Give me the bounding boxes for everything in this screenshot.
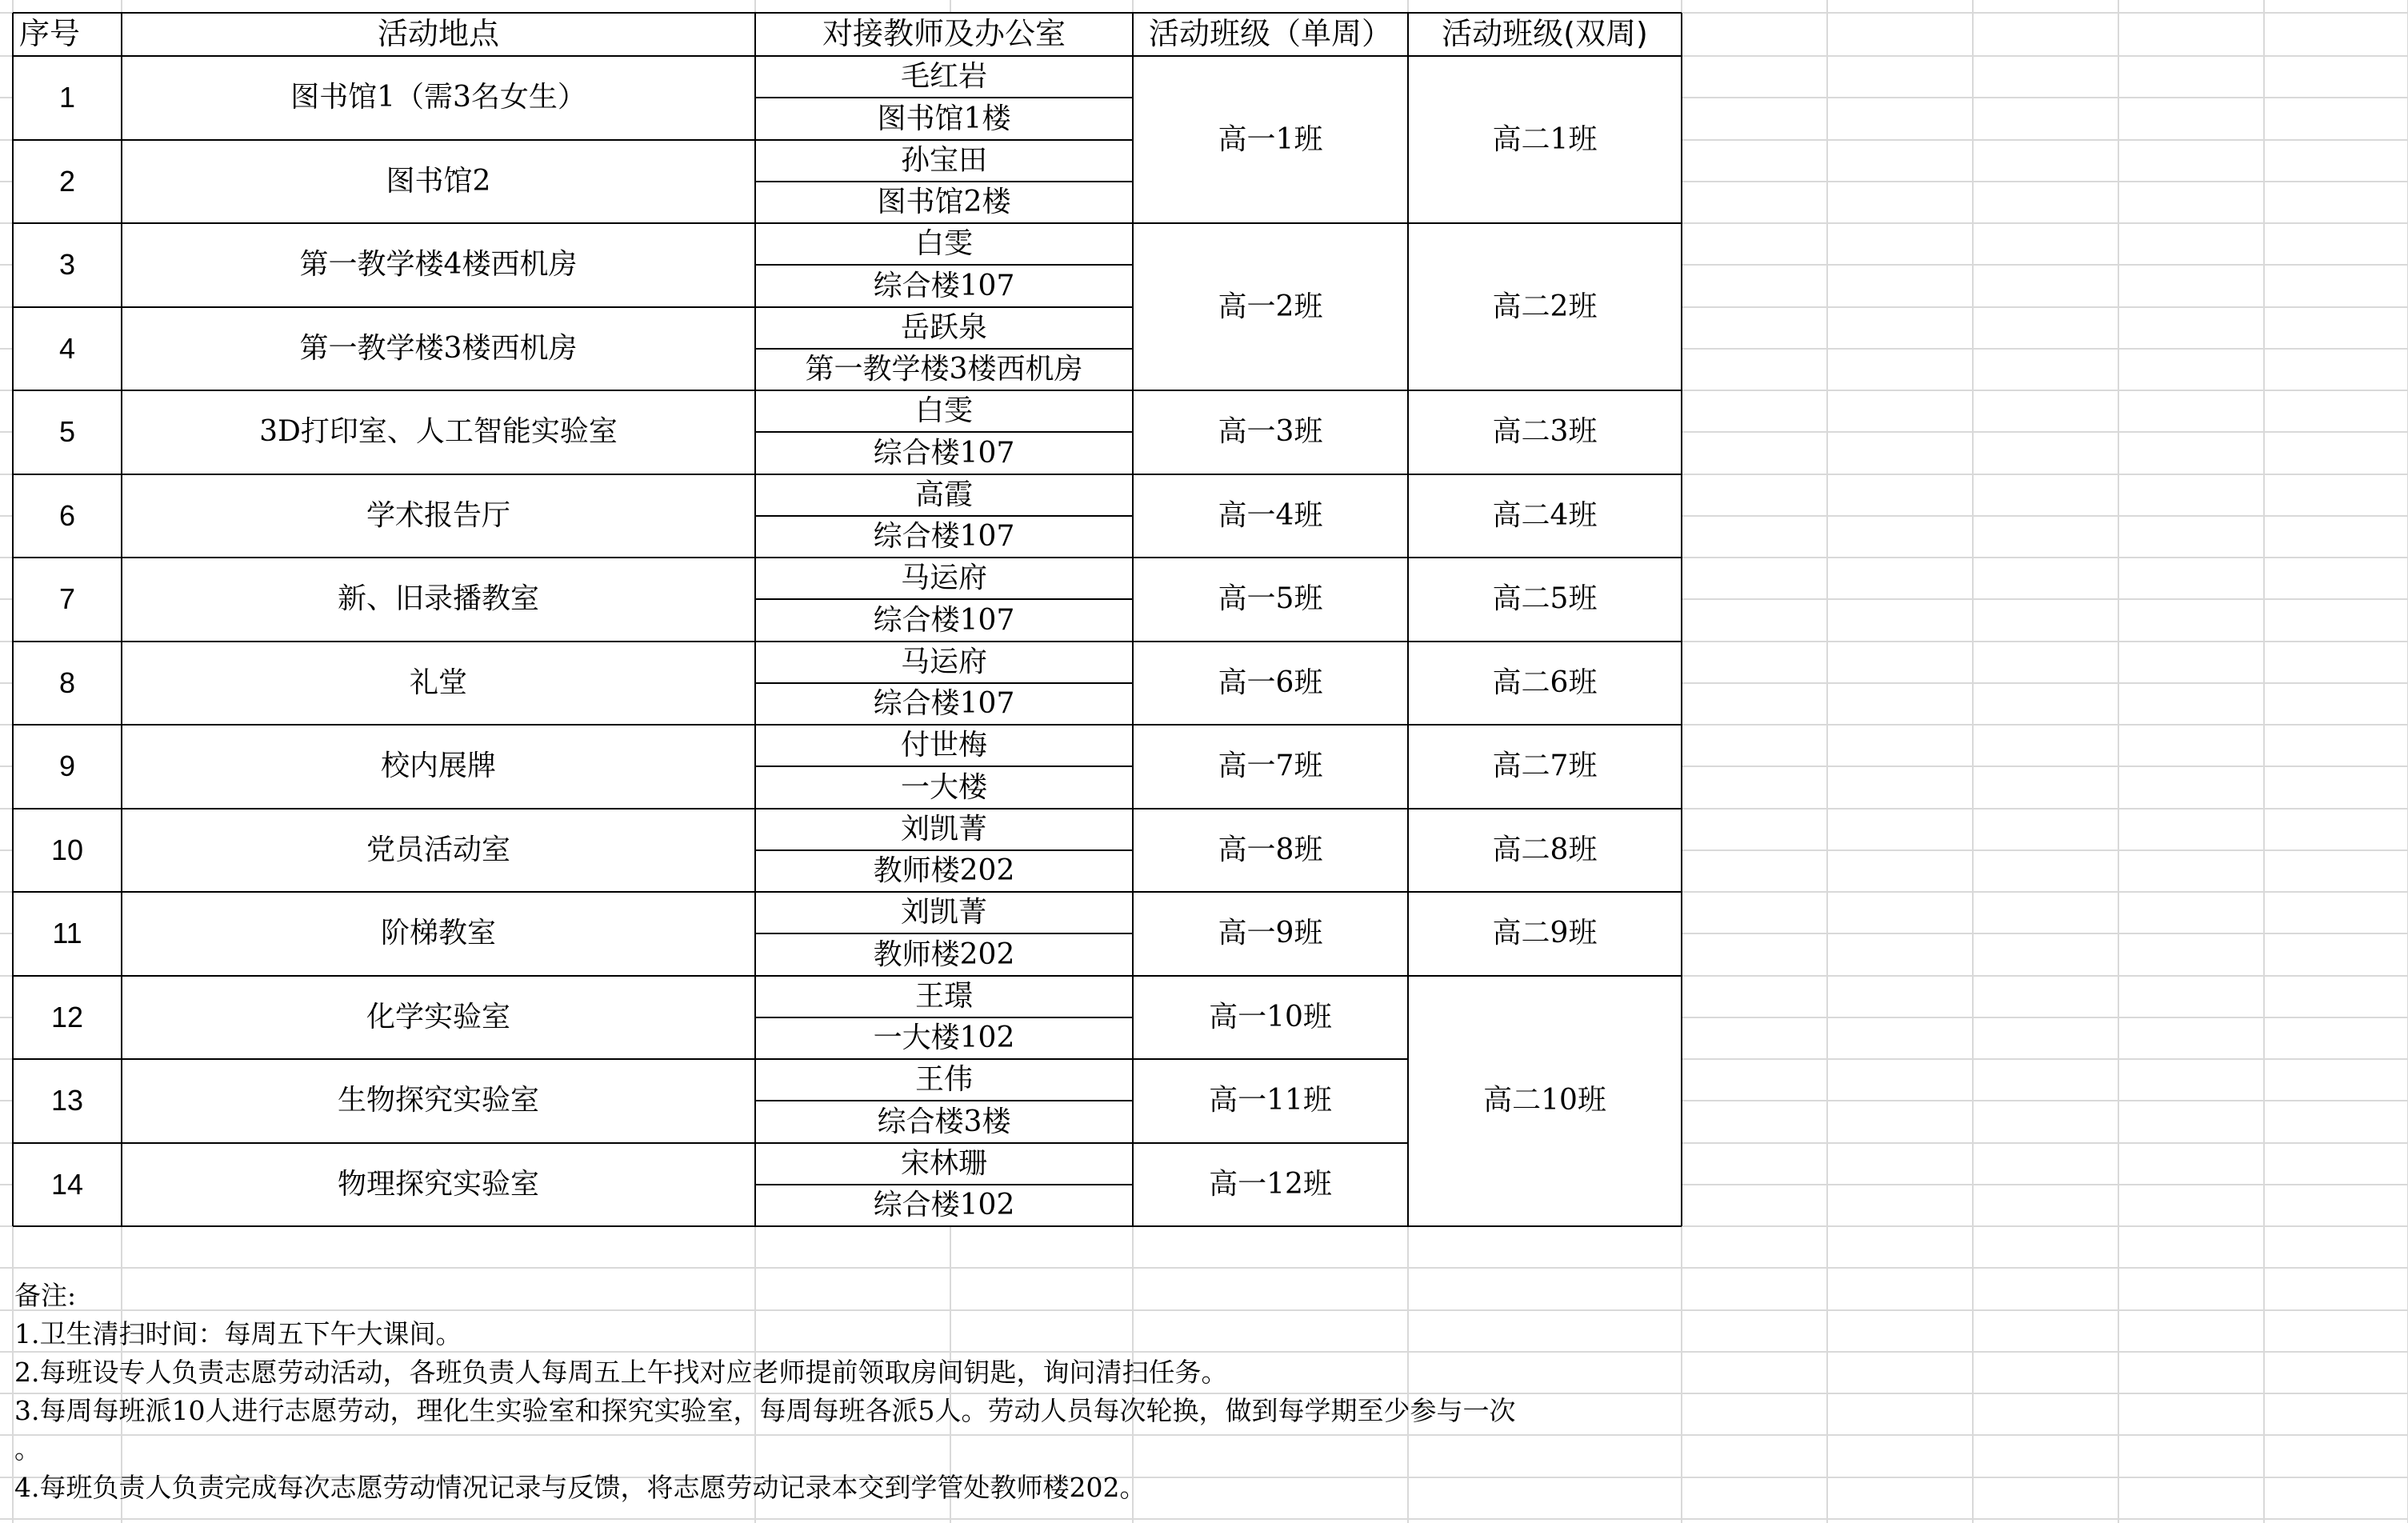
table-border-horizontal — [755, 515, 1133, 517]
table-border-vertical — [1681, 13, 1682, 1226]
table-border-horizontal — [1408, 641, 1682, 642]
teacher-name-cell[interactable]: 马运府 — [755, 558, 1133, 599]
location-cell[interactable]: 学术报告厅 — [122, 474, 755, 558]
teacher-name-cell[interactable]: 王伟 — [755, 1059, 1133, 1101]
location-cell[interactable]: 校内展牌 — [122, 725, 755, 809]
notes-title[interactable]: 备注: — [14, 1280, 77, 1311]
table-border-horizontal — [1133, 1058, 1408, 1060]
row-index-cell[interactable]: 10 — [13, 809, 122, 893]
double-week-class-cell[interactable]: 高二10班 — [1408, 976, 1682, 1227]
table-border-vertical — [1407, 13, 1409, 1226]
row-index-cell[interactable]: 12 — [13, 976, 122, 1060]
location-cell[interactable]: 礼堂 — [122, 642, 755, 726]
teacher-name-cell[interactable]: 付世梅 — [755, 725, 1133, 766]
table-border-horizontal — [13, 1142, 1133, 1144]
table-border-horizontal — [13, 1058, 1133, 1060]
note-line-3[interactable]: 3.每周每班派10人进行志愿劳动，理化生实验室和探究实验室，每周每班各派5人。劳动人员每次轮换，做到每学期至少参与一次 — [14, 1395, 1516, 1426]
teacher-name-cell[interactable]: 白雯 — [755, 223, 1133, 265]
office-cell[interactable]: 一大楼 — [755, 766, 1133, 808]
teacher-name-cell[interactable]: 刘凯菁 — [755, 809, 1133, 850]
single-week-class-cell[interactable]: 高一1班 — [1133, 56, 1408, 223]
table-border-horizontal — [1133, 1142, 1408, 1144]
single-week-class-cell[interactable]: 高一11班 — [1133, 1059, 1408, 1143]
table-border-horizontal — [755, 97, 1133, 98]
table-border-vertical — [12, 13, 14, 1226]
double-week-class-cell[interactable]: 高二7班 — [1408, 725, 1682, 809]
header-index[interactable]: 序号 — [13, 13, 122, 56]
header-double-week[interactable]: 活动班级(双周) — [1408, 13, 1682, 56]
table-border-horizontal — [1408, 1225, 1682, 1227]
notes-block — [14, 1277, 1678, 1507]
location-cell[interactable]: 物理探究实验室 — [122, 1143, 755, 1227]
row-index-cell[interactable]: 5 — [13, 390, 122, 474]
single-week-class-cell[interactable]: 高一5班 — [1133, 558, 1408, 642]
gridline-vertical — [1972, 0, 1974, 1523]
table-border-horizontal — [1408, 390, 1682, 391]
table-border-horizontal — [1408, 474, 1682, 475]
table-border-horizontal — [1408, 222, 1682, 224]
office-cell[interactable]: 教师楼202 — [755, 933, 1133, 975]
single-week-class-cell[interactable]: 高一9班 — [1133, 892, 1408, 976]
table-border-horizontal — [755, 1017, 1133, 1018]
table-border-horizontal — [13, 12, 1682, 14]
table-border-horizontal — [13, 724, 1133, 726]
office-cell[interactable]: 综合楼102 — [755, 1185, 1133, 1226]
table-border-horizontal — [1133, 808, 1408, 809]
header-single-week[interactable]: 活动班级（单周） — [1133, 13, 1408, 56]
table-border-horizontal — [13, 55, 1682, 57]
note-line-2[interactable]: 2.每班设专人负责志愿劳动活动，各班负责人每周五上午找对应老师提前领取房间钥匙，询问清扫任务。 — [14, 1357, 1228, 1388]
table-border-horizontal — [755, 1100, 1133, 1101]
location-cell[interactable]: 图书馆2 — [122, 140, 755, 224]
teacher-name-cell[interactable]: 毛红岩 — [755, 56, 1133, 98]
gridline-horizontal — [0, 1267, 2408, 1269]
table-border-horizontal — [13, 139, 1133, 141]
row-index-cell[interactable]: 8 — [13, 642, 122, 726]
table-border-horizontal — [1408, 724, 1682, 726]
table-border-vertical — [1132, 13, 1134, 1226]
teacher-name-cell[interactable]: 孙宝田 — [755, 140, 1133, 182]
double-week-class-cell[interactable]: 高二8班 — [1408, 809, 1682, 893]
location-cell[interactable]: 阶梯教室 — [122, 892, 755, 976]
table-border-vertical — [754, 13, 756, 1226]
table-border-horizontal — [13, 1225, 1133, 1227]
table-border-horizontal — [1133, 1225, 1408, 1227]
table-border-horizontal — [13, 474, 1133, 475]
table-border-horizontal — [13, 222, 1133, 224]
location-cell[interactable]: 图书馆1（需3名女生） — [122, 56, 755, 140]
row-index-cell[interactable]: 13 — [13, 1059, 122, 1143]
double-week-class-cell[interactable]: 高二5班 — [1408, 558, 1682, 642]
teacher-name-cell[interactable]: 马运府 — [755, 642, 1133, 683]
office-cell[interactable]: 教师楼202 — [755, 850, 1133, 892]
note-line-1[interactable]: 1.卫生清扫时间：每周五下午大课间。 — [14, 1318, 462, 1349]
header-teacher-office[interactable]: 对接教师及办公室 — [755, 13, 1133, 56]
gridline-vertical — [1826, 0, 1828, 1523]
row-index-cell[interactable]: 1 — [13, 56, 122, 140]
table-border-horizontal — [1133, 557, 1408, 558]
row-index-cell[interactable]: 2 — [13, 140, 122, 224]
table-border-horizontal — [1408, 808, 1682, 809]
office-cell[interactable]: 图书馆2楼 — [755, 182, 1133, 223]
location-cell[interactable]: 3D打印室、人工智能实验室 — [122, 390, 755, 474]
double-week-class-cell[interactable]: 高二4班 — [1408, 474, 1682, 558]
office-cell[interactable]: 综合楼107 — [755, 683, 1133, 725]
location-cell[interactable]: 新、旧录播教室 — [122, 558, 755, 642]
table-border-horizontal — [13, 306, 1133, 308]
table-border-horizontal — [13, 390, 1133, 391]
table-border-horizontal — [755, 682, 1133, 684]
double-week-class-cell[interactable]: 高二9班 — [1408, 892, 1682, 976]
office-cell[interactable]: 综合楼107 — [755, 432, 1133, 474]
row-index-cell[interactable]: 4 — [13, 307, 122, 391]
row-index-cell[interactable]: 11 — [13, 892, 122, 976]
note-line-4[interactable]: 4.每班负责人负责完成每次志愿劳动情况记录与反馈，将志愿劳动记录本交到学管处教师楼202。 — [14, 1472, 1146, 1503]
table-border-horizontal — [755, 431, 1133, 433]
table-border-horizontal — [1133, 474, 1408, 475]
single-week-class-cell[interactable]: 高一4班 — [1133, 474, 1408, 558]
table-border-horizontal — [755, 181, 1133, 182]
teacher-name-cell[interactable]: 刘凯菁 — [755, 892, 1133, 933]
row-index-cell[interactable]: 6 — [13, 474, 122, 558]
double-week-class-cell[interactable]: 高二3班 — [1408, 390, 1682, 474]
table-border-horizontal — [13, 641, 1133, 642]
table-border-horizontal — [755, 933, 1133, 934]
teacher-name-cell[interactable]: 高霞 — [755, 474, 1133, 516]
table-border-horizontal — [1408, 891, 1682, 893]
office-cell[interactable]: 综合楼107 — [755, 599, 1133, 641]
table-border-horizontal — [755, 264, 1133, 266]
table-border-horizontal — [1133, 641, 1408, 642]
table-border-horizontal — [1133, 975, 1408, 977]
single-week-class-cell[interactable]: 高一2班 — [1133, 223, 1408, 390]
table-border-horizontal — [1133, 390, 1408, 391]
location-cell[interactable]: 化学实验室 — [122, 976, 755, 1060]
office-cell[interactable]: 综合楼107 — [755, 516, 1133, 558]
table-border-horizontal — [755, 348, 1133, 350]
teacher-name-cell[interactable]: 白雯 — [755, 390, 1133, 432]
double-week-class-cell[interactable]: 高二2班 — [1408, 223, 1682, 390]
table-border-horizontal — [13, 557, 1133, 558]
office-cell[interactable]: 综合楼107 — [755, 265, 1133, 306]
location-cell[interactable]: 党员活动室 — [122, 809, 755, 893]
table-border-horizontal — [1408, 557, 1682, 558]
location-cell[interactable]: 第一教学楼4楼西机房 — [122, 223, 755, 307]
teacher-name-cell[interactable]: 岳跃泉 — [755, 307, 1133, 349]
row-index-cell[interactable]: 3 — [13, 223, 122, 307]
gridline-vertical — [2263, 0, 2265, 1523]
table-border-horizontal — [1133, 222, 1408, 224]
table-border-horizontal — [13, 975, 1133, 977]
table-border-horizontal — [13, 808, 1133, 809]
row-index-cell[interactable]: 7 — [13, 558, 122, 642]
table-border-horizontal — [755, 598, 1133, 600]
location-cell[interactable]: 生物探究实验室 — [122, 1059, 755, 1143]
single-week-class-cell[interactable]: 高一3班 — [1133, 390, 1408, 474]
gridline-vertical — [2118, 0, 2119, 1523]
location-cell[interactable]: 第一教学楼3楼西机房 — [122, 307, 755, 391]
table-border-horizontal — [1133, 724, 1408, 726]
table-border-horizontal — [13, 891, 1133, 893]
teacher-name-cell[interactable]: 王璟 — [755, 976, 1133, 1017]
single-week-class-cell[interactable]: 高一8班 — [1133, 809, 1408, 893]
double-week-class-cell[interactable]: 高二6班 — [1408, 642, 1682, 726]
table-border-horizontal — [1133, 891, 1408, 893]
teacher-name-cell[interactable]: 宋林珊 — [755, 1143, 1133, 1185]
office-cell[interactable]: 图书馆1楼 — [755, 98, 1133, 139]
table-border-horizontal — [755, 849, 1133, 851]
single-week-class-cell[interactable]: 高一7班 — [1133, 725, 1408, 809]
office-cell[interactable]: 第一教学楼3楼西机房 — [755, 349, 1133, 390]
single-week-class-cell[interactable]: 高一12班 — [1133, 1143, 1408, 1227]
single-week-class-cell[interactable]: 高一10班 — [1133, 976, 1408, 1060]
note-line-3-continued[interactable]: 。 — [14, 1433, 41, 1465]
table-border-horizontal — [755, 1184, 1133, 1185]
table-border-vertical — [121, 13, 122, 1226]
table-border-horizontal — [1408, 975, 1682, 977]
office-cell[interactable]: 一大楼102 — [755, 1017, 1133, 1059]
single-week-class-cell[interactable]: 高一6班 — [1133, 642, 1408, 726]
double-week-class-cell[interactable]: 高二1班 — [1408, 56, 1682, 223]
table-border-horizontal — [755, 765, 1133, 767]
row-index-cell[interactable]: 14 — [13, 1143, 122, 1227]
row-index-cell[interactable]: 9 — [13, 725, 122, 809]
office-cell[interactable]: 综合楼3楼 — [755, 1101, 1133, 1142]
gridline-horizontal — [0, 1518, 2408, 1520]
header-location[interactable]: 活动地点 — [122, 13, 755, 56]
